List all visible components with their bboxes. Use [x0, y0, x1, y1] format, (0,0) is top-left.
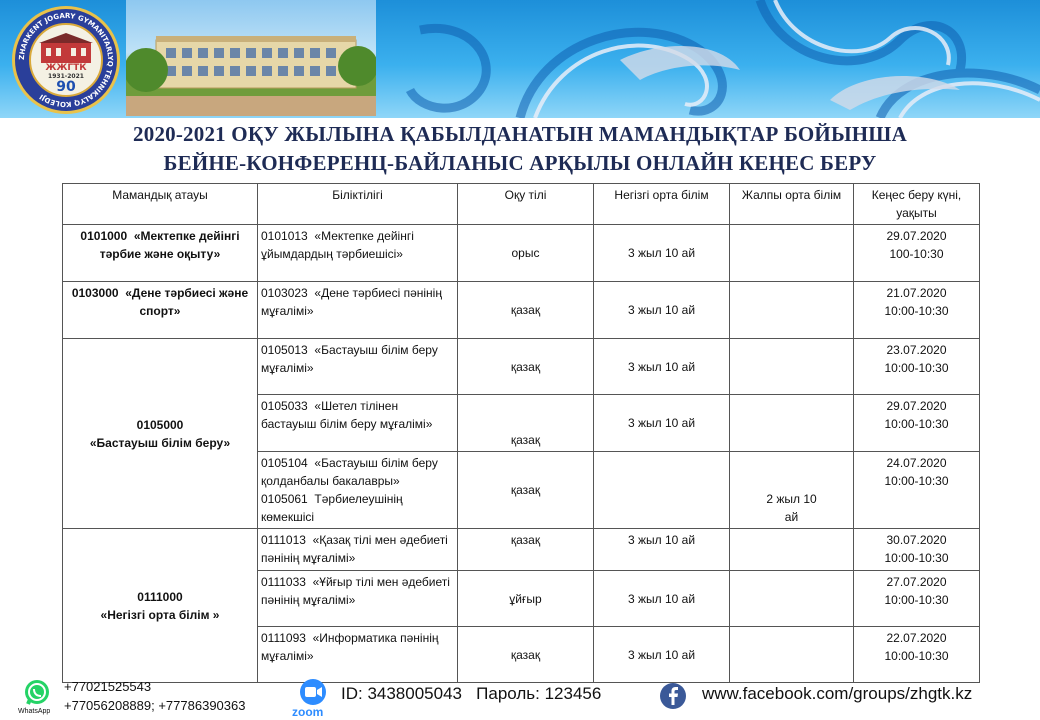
- qualification-code: 0105104: [261, 456, 308, 470]
- qualification-name: «Қазақ тілі мен әдебиеті пәнінің мұғалімі»: [261, 533, 448, 565]
- zoom-credentials[interactable]: ID: 3438005043 Пароль: 123456: [341, 684, 602, 703]
- consult-date: 27.07.2020: [886, 575, 947, 589]
- qualification-cell: [258, 225, 458, 282]
- language-cell: ұйғыр: [458, 571, 594, 627]
- table-row: [63, 339, 980, 395]
- qualification-name: «Информатика пәнінің мұғалімі»: [261, 631, 439, 663]
- header-basic-secondary: Негізгі орта білім: [594, 184, 730, 225]
- qualification-name: «Бастауыш білім беру қолданбалы бакалавры»: [261, 456, 438, 488]
- basic-duration-cell: 3 жыл 10 ай: [594, 395, 730, 452]
- specialty-code: 0103000: [71, 286, 119, 300]
- consult-time: 10:00-10:30: [884, 474, 949, 488]
- date-cell: [854, 282, 980, 339]
- qualification-code: 0103023: [261, 286, 308, 300]
- consult-time: 10:00-10:30: [884, 593, 949, 607]
- qualification-cell: [258, 339, 458, 395]
- basic-duration-cell: [594, 452, 730, 529]
- language-cell: қазақ: [458, 529, 594, 571]
- consult-time: 10:00-10:30: [884, 304, 949, 318]
- consult-date: 29.07.2020: [886, 229, 947, 243]
- building-illustration: [126, 0, 376, 116]
- consult-time: 100-10:30: [889, 247, 944, 261]
- language-cell: қазақ: [458, 452, 594, 529]
- qualification-name-2: Тәрбиелеушінің көмекшісі: [261, 492, 403, 524]
- whatsapp-label: WhatsApp: [18, 708, 51, 715]
- consult-time: 10:00-10:30: [884, 649, 949, 663]
- zoom-icon[interactable]: [299, 678, 327, 706]
- qualification-code: 0111033: [261, 575, 306, 589]
- general-duration-cell: [730, 395, 854, 452]
- general-duration-cell: [730, 282, 854, 339]
- qualification-cell: [258, 571, 458, 627]
- facebook-icon[interactable]: [659, 682, 687, 710]
- logo-building-icon: [31, 31, 101, 67]
- qualification-code: 0111013: [261, 533, 306, 547]
- specialty-name: «Мектепке дейінгі тәрбие және оқыту»: [99, 229, 240, 261]
- qualification-cell: [258, 395, 458, 452]
- page-title-line1: 2020-2021 ОҚУ ЖЫЛЫНА ҚАБЫЛДАНАТЫН МАМАНДЫҚТАР БОЙЫНША: [133, 122, 907, 146]
- header-general-secondary: Жалпы орта білім: [730, 184, 854, 225]
- qualification-code-2: 0105061: [261, 492, 308, 506]
- phone-primary[interactable]: +77021525543: [64, 679, 152, 694]
- table-row: [63, 529, 980, 571]
- specialty-cell: [63, 339, 258, 529]
- header-language: Оқу тілі: [458, 184, 594, 225]
- general-duration-cell: [730, 339, 854, 395]
- qualification-code: 0101013: [261, 229, 308, 243]
- table-header-row: [63, 184, 980, 225]
- specialty-name: «Дене тәрбиесі және спорт»: [125, 286, 249, 318]
- college-logo: [12, 6, 120, 114]
- logo-anniversary: 90: [56, 79, 76, 95]
- header-specialty: Мамандық атауы: [63, 184, 258, 225]
- language-cell: қазақ: [458, 627, 594, 683]
- table-row: [63, 225, 980, 282]
- facebook-link[interactable]: www.facebook.com/groups/zhgtk.kz: [702, 684, 973, 703]
- specialty-code: 0105000: [136, 417, 184, 432]
- qualification-code: 0111093: [261, 631, 306, 645]
- date-cell: [854, 395, 980, 452]
- qualification-cell: [258, 452, 458, 529]
- logo-years: 1931-2021: [48, 73, 84, 80]
- language-cell: қазақ: [458, 395, 594, 452]
- qualification-name: «Мектепке дейінгі ұйымдардың тәрбиешісі»: [261, 229, 414, 261]
- general-duration-cell: [730, 225, 854, 282]
- basic-duration-cell: 3 жыл 10 ай: [594, 225, 730, 282]
- language-cell: қазақ: [458, 339, 594, 395]
- header-consult-date: Кеңес беру күні, уақыты: [854, 184, 980, 225]
- specialty-name: «Бастауыш білім беру»: [89, 435, 231, 450]
- date-cell: [854, 339, 980, 395]
- language-cell: орыс: [458, 225, 594, 282]
- basic-duration-cell: 3 жыл 10 ай: [594, 627, 730, 683]
- college-building-photo: [126, 0, 376, 116]
- basic-duration-cell: 3 жыл 10 ай: [594, 282, 730, 339]
- date-cell: [854, 529, 980, 571]
- date-cell: [854, 571, 980, 627]
- specialties-table: [62, 183, 980, 683]
- specialty-cell: [63, 282, 258, 339]
- header-banner: [0, 0, 1040, 118]
- consult-date: 24.07.2020: [886, 456, 947, 470]
- consult-time: 10:00-10:30: [884, 361, 949, 375]
- general-duration-cell: [730, 529, 854, 571]
- consult-time: 10:00-10:30: [884, 417, 949, 431]
- consult-time: 10:00-10:30: [884, 551, 949, 565]
- qualification-code: 0105013: [261, 343, 308, 357]
- logo-ring-text: ZHARKENT JOGARY GYMANITARLYQ TEHNIKALYQ KOLEDJI: [17, 11, 115, 109]
- qualification-name: «Дене тәрбиесі пәнінің мұғалімі»: [261, 286, 442, 318]
- general-duration-cell: 2 жыл 10 ай: [730, 452, 854, 529]
- specialty-code: 0101000: [80, 229, 128, 243]
- qualification-name: «Шетел тілінен бастауыш білім беру мұғалімі»: [261, 399, 433, 431]
- phone-secondary[interactable]: +77056208889; +77786390363: [64, 698, 246, 713]
- date-cell: [854, 225, 980, 282]
- basic-duration-cell: 3 жыл 10 ай: [594, 529, 730, 571]
- qualification-cell: [258, 529, 458, 571]
- logo-center: [29, 23, 103, 97]
- general-duration-cell: [730, 571, 854, 627]
- header-qualification: Біліктілігі: [258, 184, 458, 225]
- whatsapp-icon[interactable]: [22, 678, 52, 708]
- date-cell: [854, 452, 980, 529]
- language-cell: қазақ: [458, 282, 594, 339]
- consult-date: 30.07.2020: [886, 533, 947, 547]
- table-row: [63, 282, 980, 339]
- qualification-cell: [258, 282, 458, 339]
- basic-duration-cell: 3 жыл 10 ай: [594, 571, 730, 627]
- consult-date: 22.07.2020: [886, 631, 947, 645]
- specialty-name: «Негізгі орта білім »: [100, 607, 220, 622]
- zoom-label: zoom: [292, 705, 324, 719]
- qualification-code: 0105033: [261, 399, 308, 413]
- consult-date: 23.07.2020: [886, 343, 947, 357]
- specialty-cell: [63, 225, 258, 282]
- specialty-code: 0111000: [137, 589, 183, 604]
- contact-footer: [0, 672, 1040, 720]
- consult-date: 29.07.2020: [886, 399, 947, 413]
- logo-abbr: ЖЖГТК: [45, 63, 87, 73]
- page-title-line2: БЕЙНЕ-КОНФЕРЕНЦ-БАЙЛАНЫС АРҚЫЛЫ ОНЛАЙН КЕҢЕС БЕРУ: [163, 151, 877, 175]
- consult-date: 21.07.2020: [886, 286, 947, 300]
- qualification-name: «Ұйғыр тілі мен әдебиеті пәнінің мұғалімі»: [261, 575, 450, 607]
- basic-duration-cell: 3 жыл 10 ай: [594, 339, 730, 395]
- specialty-cell: [63, 529, 258, 683]
- qualification-name: «Бастауыш білім беру мұғалімі»: [261, 343, 438, 375]
